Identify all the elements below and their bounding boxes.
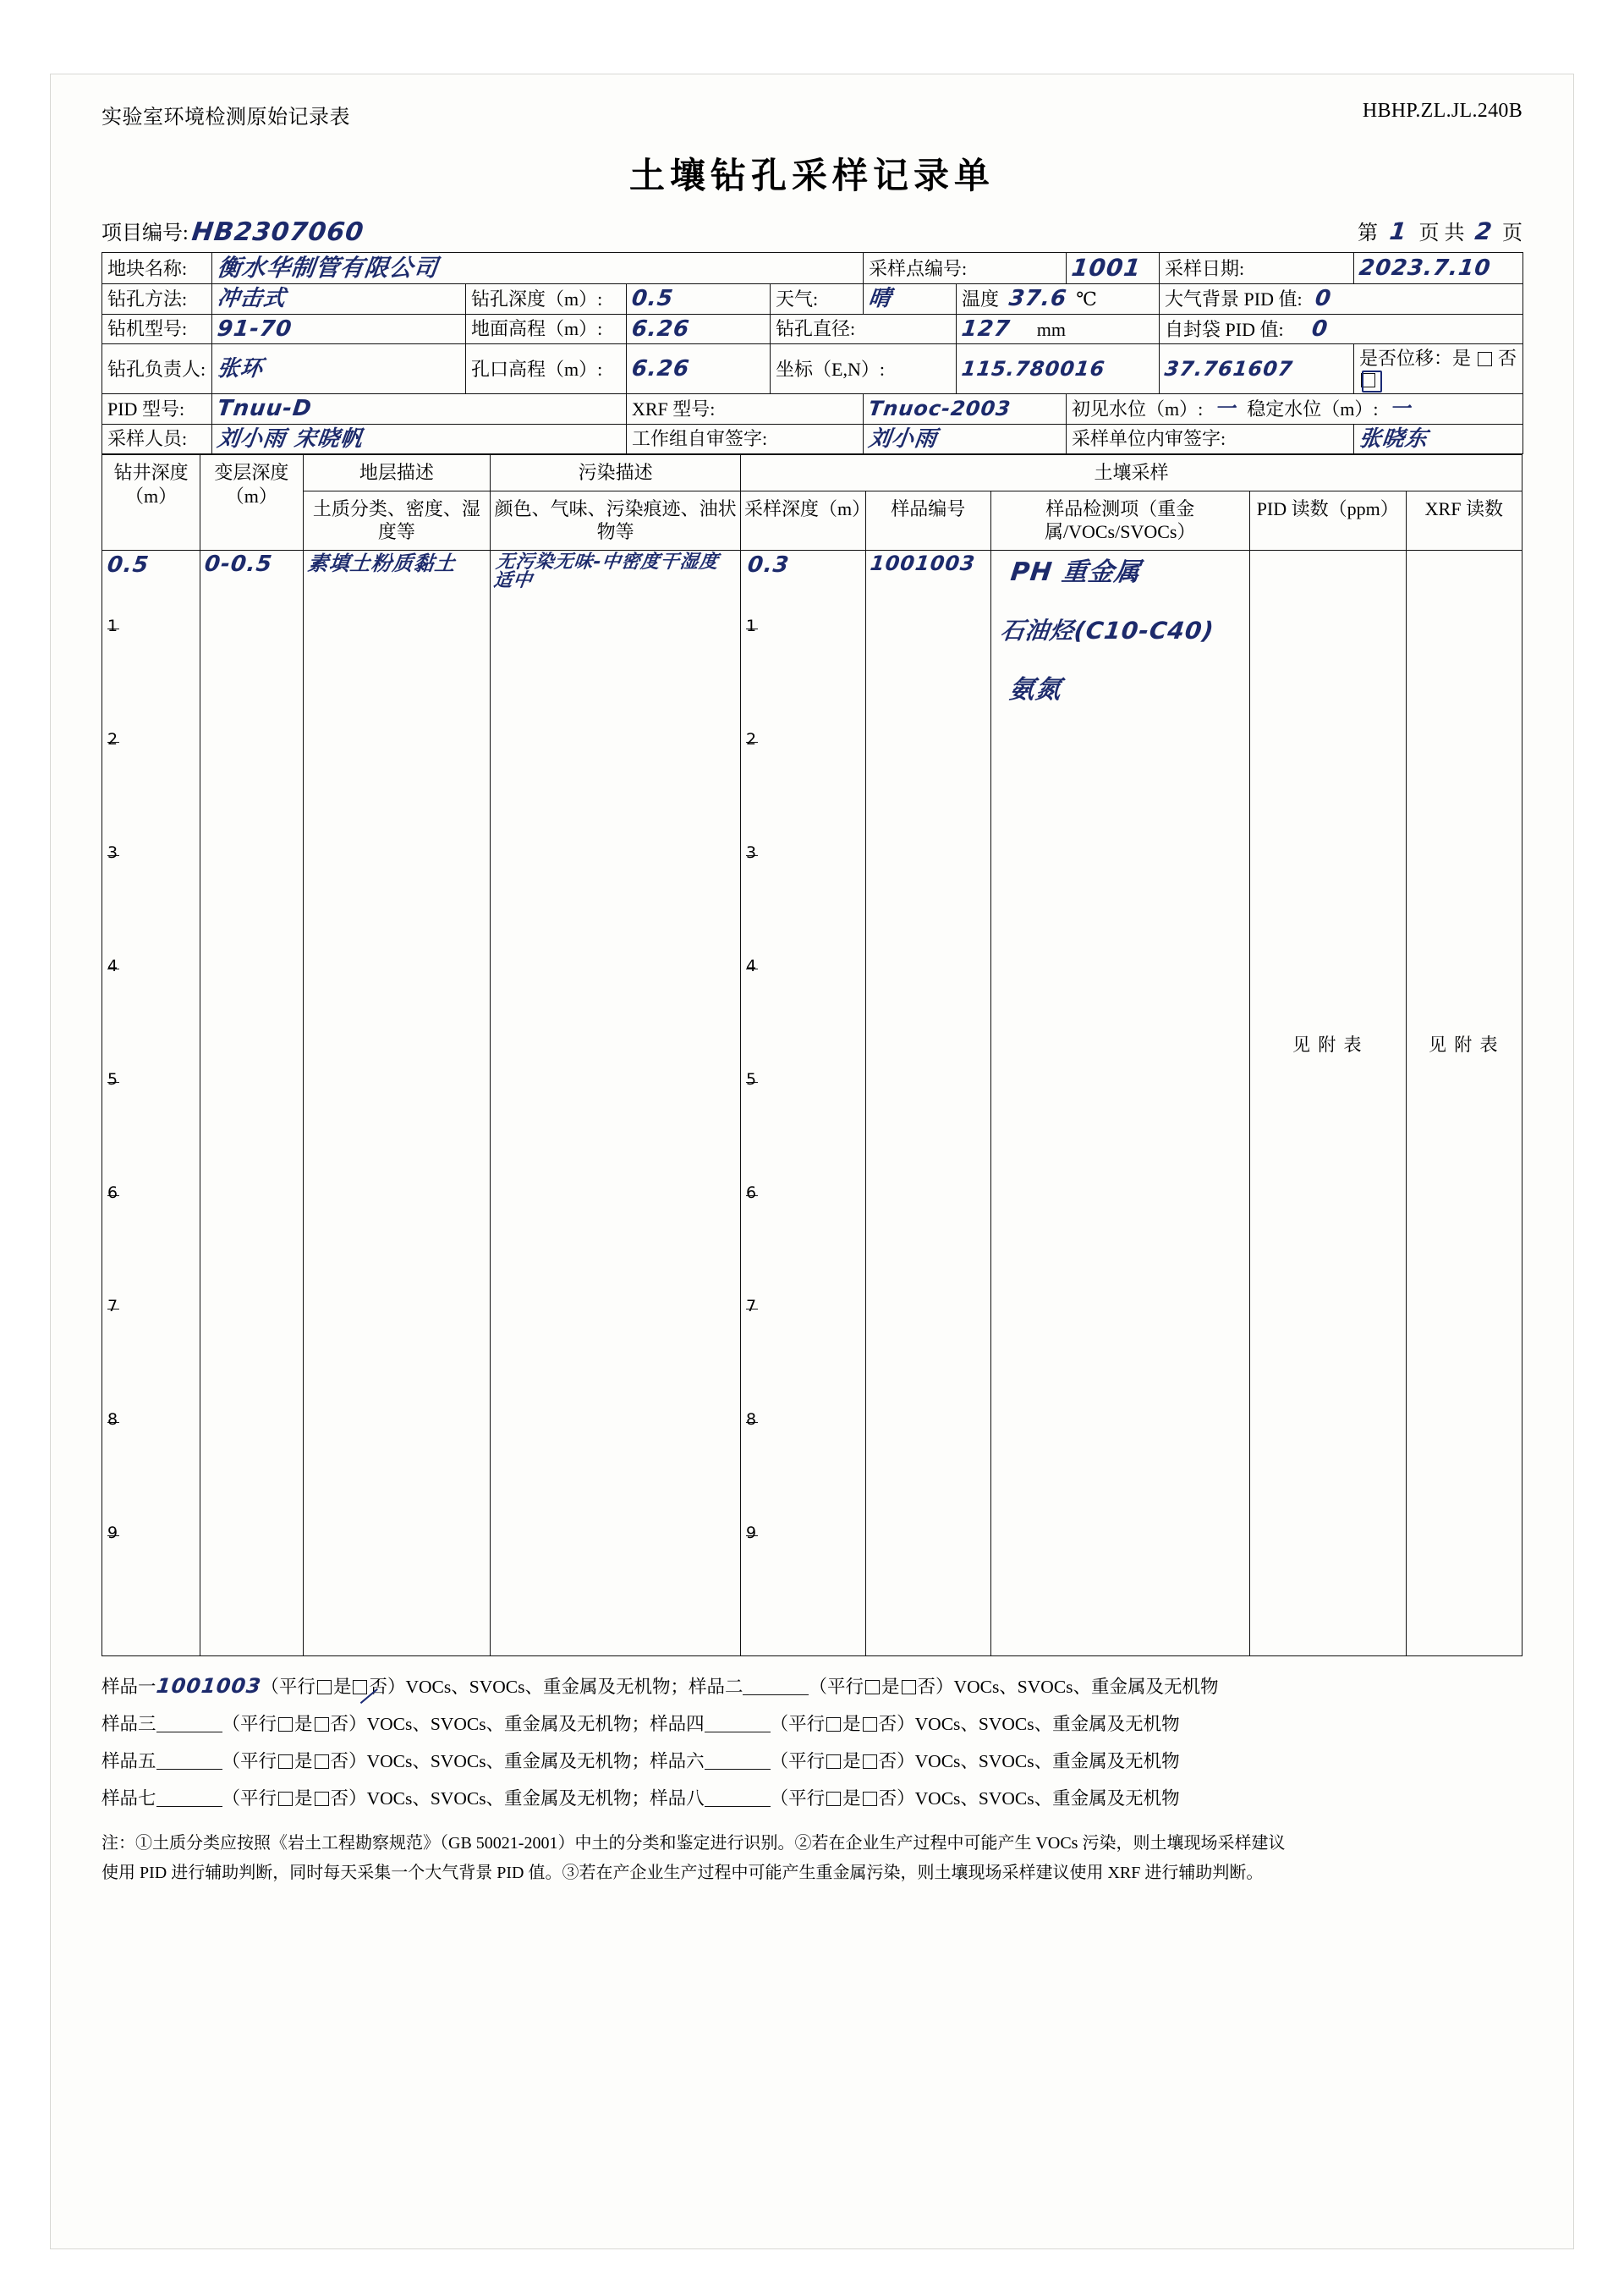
header-left-title: 实验室环境检测原始记录表 bbox=[102, 107, 350, 129]
plot-name-label: 地块名称: bbox=[102, 253, 212, 284]
sample-7-tail: VOCs、SVOCs、重金属及无机物； bbox=[366, 1787, 650, 1809]
temp-value: 37.6 bbox=[1007, 286, 1068, 312]
well-depth-column[interactable]: 0.5 1 2 3 4 5 6 7 8 9 bbox=[102, 550, 200, 1655]
sample-3-input[interactable] bbox=[156, 1715, 222, 1732]
sample-4-tail: VOCs、SVOCs、重金属及无机物 bbox=[914, 1713, 1180, 1734]
header-pid-read: PID 读数（ppm） bbox=[1249, 491, 1406, 550]
temp-label: 温度 bbox=[962, 288, 1000, 310]
samplers-value-cell bbox=[212, 424, 627, 453]
sample-8-input[interactable] bbox=[705, 1789, 771, 1807]
sample-8-tail: VOCs、SVOCs、重金属及无机物 bbox=[914, 1787, 1180, 1809]
sample-5-tail: VOCs、SVOCs、重金属及无机物； bbox=[366, 1750, 650, 1771]
info-row-5 bbox=[102, 394, 1523, 424]
scanned-form bbox=[51, 74, 1573, 2248]
footnote bbox=[102, 1829, 1522, 1888]
footnote-line-2: 使用 PID 进行辅助判断，同时每天采集一个大气背景 PID 值。③若在产企业生产过程中可能产生重金属污染，则土壤现场采样建议使用 XRF 进行辅助判断。 bbox=[102, 1863, 1264, 1882]
weather-label: 天气: bbox=[771, 284, 864, 314]
bag-pid-cell bbox=[1160, 314, 1523, 343]
stable-water-label: 稳定水位（m）: bbox=[1247, 398, 1379, 420]
header-xrf-read: XRF 读数 bbox=[1406, 491, 1522, 550]
coord-north-cell bbox=[1160, 343, 1354, 394]
sample-6-parallel-no[interactable] bbox=[863, 1754, 877, 1769]
sample-6-tail: VOCs、SVOCs、重金属及无机物 bbox=[914, 1750, 1180, 1771]
sample-1-label: 样品一 bbox=[102, 1676, 156, 1697]
sample-date-value-cell bbox=[1354, 253, 1523, 284]
project-value: HB2307060 bbox=[189, 217, 365, 247]
sample-6-no-label: 否 bbox=[878, 1750, 897, 1771]
sample-5-yes-label: 是 bbox=[294, 1750, 313, 1771]
test-item-3: 氨氮 bbox=[1007, 674, 1063, 705]
first-water-label: 初见水位（m）: bbox=[1072, 398, 1204, 420]
page-suffix: 页 bbox=[1502, 222, 1522, 244]
sample-2-yes-label: 是 bbox=[881, 1676, 900, 1697]
grid-header-row-2 bbox=[102, 491, 1522, 550]
sample-6-parallel-yes[interactable] bbox=[826, 1754, 841, 1769]
ground-elev-label: 地面高程（m）: bbox=[466, 314, 627, 343]
unit-sign-label: 采样单位内审签字: bbox=[1067, 424, 1354, 453]
hole-dia-label: 钻孔直径: bbox=[771, 314, 957, 343]
header-test-items: 样品检测项（重金属/VOCs/SVOCs） bbox=[990, 491, 1249, 550]
layer-depth-column[interactable] bbox=[200, 550, 303, 1655]
sample-2-close: ） bbox=[935, 1676, 954, 1697]
group-sign-value-cell bbox=[864, 424, 1067, 453]
ground-elev-value: 6.26 bbox=[630, 316, 691, 342]
shift-no-label: 否 bbox=[1498, 347, 1517, 369]
info-row-6 bbox=[102, 424, 1523, 453]
bag-pid-label: 自封袋 PID 值: bbox=[1165, 318, 1284, 340]
shift-no-checkbox[interactable] bbox=[1361, 373, 1375, 387]
header-layer-depth: 变层深度（m） bbox=[200, 455, 303, 551]
sample-4-input[interactable] bbox=[705, 1715, 771, 1732]
samples-block bbox=[102, 1656, 1522, 1817]
sample-4-parallel-no[interactable] bbox=[863, 1717, 877, 1732]
pid-reading-column[interactable] bbox=[1249, 550, 1406, 1655]
header-strata-group: 地层描述 bbox=[303, 455, 491, 491]
point-no-value: 1001 bbox=[1070, 254, 1144, 282]
header-sample-no: 样品编号 bbox=[865, 491, 990, 550]
header-soil-group: 土壤采样 bbox=[740, 455, 1522, 491]
sample-1-tail: VOCs、SVOCs、重金属及无机物； bbox=[405, 1676, 689, 1697]
document-code: HBHP.ZL.JL.240B bbox=[1362, 100, 1522, 122]
sample-6-input[interactable] bbox=[705, 1752, 771, 1770]
info-table bbox=[102, 252, 1523, 454]
sample-3-paren: （平行 bbox=[222, 1713, 277, 1734]
drill-depth-value: 0.5 bbox=[630, 286, 675, 312]
sample-3-close: ） bbox=[348, 1713, 367, 1734]
test-item-1: PH 重金属 bbox=[1008, 557, 1143, 587]
temp-unit: ℃ bbox=[1076, 288, 1097, 310]
water-level-cell bbox=[1067, 394, 1523, 424]
sample-8-no-label: 否 bbox=[878, 1787, 897, 1809]
samplers-value: 刘小雨 宋晓帆 bbox=[216, 426, 365, 452]
project-label: 项目编号: bbox=[102, 222, 189, 244]
point-no-label: 采样点编号: bbox=[864, 253, 1067, 284]
group-sign-value: 刘小雨 bbox=[867, 426, 939, 452]
driller-value-cell bbox=[212, 343, 466, 394]
sample-3-parallel-no[interactable] bbox=[315, 1717, 329, 1732]
hole-elev-value-cell bbox=[627, 343, 771, 394]
driller-value: 张环 bbox=[216, 356, 265, 382]
header-strata-sub: 土质分类、密度、湿度等 bbox=[303, 491, 491, 550]
temperature-cell bbox=[957, 284, 1160, 314]
pollution-description-value: 无污染无味-中密度干湿度适中 bbox=[492, 551, 721, 591]
page-number: 1 bbox=[1388, 217, 1409, 245]
pid-model-value-cell bbox=[212, 394, 627, 424]
sample-6-close: ） bbox=[897, 1750, 915, 1771]
sample-7-paren: （平行 bbox=[222, 1787, 277, 1809]
strata-description-column[interactable] bbox=[303, 550, 491, 1655]
hole-elev-label: 孔口高程（m）: bbox=[466, 343, 627, 394]
page-total: 2 bbox=[1473, 217, 1495, 245]
sample-7-parallel-yes[interactable] bbox=[278, 1792, 293, 1806]
sample-5-no-label: 否 bbox=[330, 1750, 349, 1771]
info-row-2 bbox=[102, 284, 1523, 314]
machine-model-value: 91-70 bbox=[216, 316, 294, 342]
sample-3-label: 样品三 bbox=[102, 1713, 156, 1734]
page-prefix: 第 bbox=[1358, 222, 1379, 244]
hole-dia-value: 127 bbox=[960, 316, 1012, 342]
sample-8-yes-label: 是 bbox=[842, 1787, 861, 1809]
sample-6-yes-label: 是 bbox=[842, 1750, 861, 1771]
point-no-value-cell bbox=[1067, 253, 1160, 284]
sample-7-label: 样品七 bbox=[102, 1787, 156, 1809]
well-depth-value: 0.5 bbox=[106, 552, 151, 578]
machine-model-label: 钻机型号: bbox=[102, 314, 212, 343]
pid-model-label: PID 型号: bbox=[102, 394, 212, 424]
bag-pid-value: 0 bbox=[1310, 316, 1330, 342]
machine-model-value-cell bbox=[212, 314, 466, 343]
coord-label: 坐标（E,N）: bbox=[771, 343, 957, 394]
sample-8-parallel-yes[interactable] bbox=[826, 1792, 841, 1806]
sample-2-input[interactable] bbox=[743, 1677, 809, 1695]
group-sign-label: 工作组自审签字: bbox=[627, 424, 864, 453]
layer-depth-value: 0-0.5 bbox=[203, 551, 274, 577]
sample-line-2 bbox=[102, 1705, 1522, 1743]
sample-8-parallel-no[interactable] bbox=[863, 1792, 877, 1806]
sample-8-paren: （平行 bbox=[770, 1787, 826, 1809]
xrf-model-value: Tnuoc-2003 bbox=[867, 396, 1012, 420]
sample-5-close: ） bbox=[348, 1750, 367, 1771]
sample-2-parallel-yes[interactable] bbox=[865, 1680, 880, 1694]
sample-2-tail: VOCs、SVOCs、重金属及无机物 bbox=[953, 1676, 1219, 1697]
hole-dia-value-cell bbox=[957, 314, 1160, 343]
sample-1-no-label: 否 bbox=[369, 1676, 387, 1697]
page-header bbox=[51, 74, 1573, 129]
sample-date-value: 2023.7.10 bbox=[1358, 255, 1493, 281]
sample-1-value: 1001003 bbox=[154, 1673, 263, 1698]
info-row-4 bbox=[102, 343, 1523, 394]
header-pollution-group: 污染描述 bbox=[491, 455, 741, 491]
sample-5-parallel-no[interactable] bbox=[315, 1754, 329, 1769]
page-mid: 页 共 bbox=[1418, 222, 1465, 244]
pid-reading-note: 见 附 表 bbox=[1292, 1034, 1363, 1055]
unit-sign-value-cell bbox=[1354, 424, 1523, 453]
borehole-log-table bbox=[102, 454, 1522, 1656]
sample-1-paren: （平行 bbox=[261, 1676, 315, 1697]
xrf-reading-column[interactable] bbox=[1406, 550, 1522, 1655]
sample-3-yes-label: 是 bbox=[294, 1713, 313, 1734]
drill-depth-value-cell bbox=[627, 284, 771, 314]
sample-3-tail: VOCs、SVOCs、重金属及无机物； bbox=[366, 1713, 650, 1734]
driller-label: 钻孔负责人: bbox=[102, 343, 212, 394]
sample-1-yes-label: 是 bbox=[332, 1676, 352, 1697]
sample-depth-column[interactable]: 0.3 1 2 3 4 5 6 7 8 9 bbox=[740, 550, 865, 1655]
shift-cell bbox=[1354, 343, 1523, 394]
sample-7-yes-label: 是 bbox=[294, 1787, 313, 1809]
test-item-2: 石油烃(C10-C40) bbox=[998, 616, 1215, 645]
sample-6-label: 样品六 bbox=[650, 1750, 705, 1771]
bg-pid-label: 大气背景 PID 值: bbox=[1165, 288, 1303, 310]
shift-yes-checkbox[interactable] bbox=[1478, 352, 1492, 366]
hole-dia-unit: mm bbox=[1036, 318, 1067, 340]
sample-2-label: 样品二 bbox=[688, 1676, 743, 1697]
shift-label: 是否位移：是 bbox=[1359, 347, 1472, 369]
sample-2-paren: （平行 bbox=[809, 1676, 864, 1697]
coord-value-cell bbox=[957, 343, 1160, 394]
sample-5-label: 样品五 bbox=[102, 1750, 156, 1771]
drill-method-value-cell bbox=[212, 284, 466, 314]
pollution-description-column[interactable] bbox=[491, 550, 741, 1655]
sample-1-parallel-no[interactable] bbox=[353, 1680, 367, 1694]
sample-6-paren: （平行 bbox=[770, 1750, 826, 1771]
sample-7-parallel-no[interactable] bbox=[315, 1792, 329, 1806]
sample-2-no-label: 否 bbox=[917, 1676, 936, 1697]
sample-5-input[interactable] bbox=[156, 1752, 222, 1770]
sample-3-no-label: 否 bbox=[330, 1713, 349, 1734]
sample-line-3 bbox=[102, 1743, 1522, 1780]
header-sample-depth: 采样深度（m） bbox=[740, 491, 865, 550]
grid-data-row bbox=[102, 550, 1522, 1655]
sample-line-4 bbox=[102, 1780, 1522, 1817]
sample-4-parallel-yes[interactable] bbox=[826, 1717, 841, 1732]
sample-4-close: ） bbox=[897, 1713, 915, 1734]
coord-north-value: 37.761607 bbox=[1163, 356, 1295, 381]
weather-value-cell bbox=[864, 284, 957, 314]
weather-value: 晴 bbox=[867, 286, 893, 312]
sample-8-close: ） bbox=[897, 1787, 915, 1809]
sample-2-parallel-no[interactable] bbox=[902, 1680, 916, 1694]
header-pollution-sub: 颜色、气味、污染痕迹、油状物等 bbox=[491, 491, 741, 550]
sample-7-close: ） bbox=[348, 1787, 367, 1809]
sample-4-label: 样品四 bbox=[650, 1713, 705, 1734]
sample-4-no-label: 否 bbox=[878, 1713, 897, 1734]
plot-name-value: 衡水华制管有限公司 bbox=[216, 254, 441, 282]
sample-3-parallel-yes[interactable] bbox=[278, 1717, 293, 1732]
sample-depth-value: 0.3 bbox=[746, 552, 791, 578]
unit-sign-value: 张晓东 bbox=[1358, 426, 1429, 452]
sample-no-value: 1001003 bbox=[869, 551, 977, 575]
drill-depth-label: 钻孔深度（m）: bbox=[466, 284, 627, 314]
xrf-model-value-cell bbox=[864, 394, 1067, 424]
sample-8-label: 样品八 bbox=[650, 1787, 705, 1809]
test-items-column[interactable] bbox=[990, 550, 1249, 1655]
grid-header-row-1 bbox=[102, 455, 1522, 491]
sample-4-yes-label: 是 bbox=[842, 1713, 861, 1734]
first-water-value: 一 bbox=[1213, 396, 1237, 420]
header-well-depth: 钻井深度（m） bbox=[102, 455, 200, 551]
sample-5-parallel-yes[interactable] bbox=[278, 1754, 293, 1769]
sample-1-parallel-yes[interactable] bbox=[317, 1680, 332, 1694]
page-counter bbox=[1358, 216, 1522, 245]
hole-elev-value: 6.26 bbox=[630, 356, 691, 382]
pid-model-value: Tnuu-D bbox=[216, 396, 314, 422]
sample-7-no-label: 否 bbox=[330, 1787, 349, 1809]
ground-elev-value-cell bbox=[627, 314, 771, 343]
footnote-line-1: 注：①土质分类应按照《岩土工程勘察规范》（GB 50021-2001）中土的分类和鉴定进行识别。②若在企业生产过程中可能产生 VOCs 污染，则土壤现场采样建议 bbox=[102, 1833, 1286, 1853]
xrf-reading-note: 见 附 表 bbox=[1429, 1034, 1500, 1055]
strata-description-value: 素填土粉质黏土 bbox=[305, 551, 458, 575]
sample-7-input[interactable] bbox=[156, 1789, 222, 1807]
stable-water-value: 一 bbox=[1388, 396, 1413, 420]
info-row-3 bbox=[102, 314, 1523, 343]
sample-line-1 bbox=[102, 1668, 1522, 1705]
sample-no-column[interactable] bbox=[865, 550, 990, 1655]
plot-name-value-cell bbox=[212, 253, 864, 284]
info-row-1 bbox=[102, 253, 1523, 284]
coord-east-value: 115.780016 bbox=[960, 356, 1107, 381]
page-title: 土壤钻孔采样记录单 bbox=[628, 157, 995, 196]
samplers-label: 采样人员: bbox=[102, 424, 212, 453]
sample-1-close: ） bbox=[387, 1676, 406, 1697]
sample-4-paren: （平行 bbox=[770, 1713, 826, 1734]
sample-5-paren: （平行 bbox=[222, 1750, 277, 1771]
drill-method-value: 冲击式 bbox=[216, 286, 288, 312]
project-row bbox=[51, 216, 1573, 252]
bg-pid-value: 0 bbox=[1314, 286, 1334, 312]
xrf-model-label: XRF 型号: bbox=[627, 394, 864, 424]
drill-method-label: 钻孔方法: bbox=[102, 284, 212, 314]
bg-pid-cell bbox=[1160, 284, 1523, 314]
sample-date-label: 采样日期: bbox=[1160, 253, 1354, 284]
